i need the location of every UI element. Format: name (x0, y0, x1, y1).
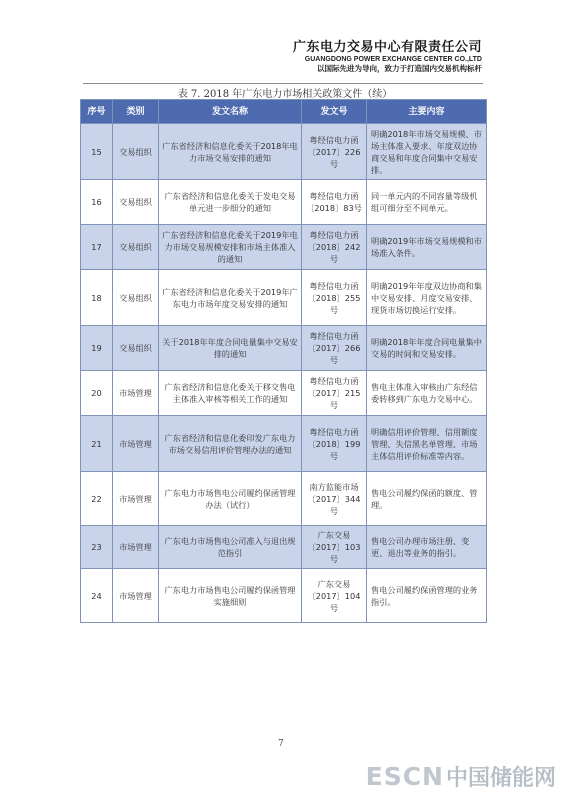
table-row (81, 569, 487, 623)
cell-no: 20 (81, 371, 113, 416)
column-header-doc-number: 发文号 (302, 100, 367, 124)
cell-doc-number: 粤经信电力函〔2017〕266号 (302, 326, 367, 371)
cell-category: 市场管理 (113, 526, 159, 569)
cell-no: 24 (81, 569, 113, 623)
cell-content: 售电主体准入审核由广东经信委转移到广东电力交易中心。 (367, 371, 487, 416)
table-row (81, 416, 487, 472)
cell-title: 广东省经济和信息化委关于移交售电主体准入审核等相关工作的通知 (159, 371, 302, 416)
cell-no: 17 (81, 225, 113, 270)
cell-doc-number: 广东交易〔2017〕104号 (302, 569, 367, 623)
cell-doc-number: 广东交易〔2017〕103号 (302, 526, 367, 569)
cell-title: 广东电力市场售电公司准入与退出规范指引 (159, 526, 302, 569)
cell-title: 关于2018年年度合同电量集中交易安排的通知 (159, 326, 302, 371)
cell-no: 16 (81, 180, 113, 225)
cell-doc-number: 粤经信电力函〔2018〕242号 (302, 225, 367, 270)
cell-no: 18 (81, 270, 113, 326)
cell-category: 市场管理 (113, 416, 159, 472)
column-header-category: 类别 (113, 100, 159, 124)
cell-content: 明确2018年年度合同电量集中交易的时间和交易安排。 (367, 326, 487, 371)
policy-table (80, 99, 487, 623)
watermark-brand: ESCN (365, 762, 444, 791)
cell-no: 15 (81, 124, 113, 180)
column-header-content: 主要内容 (367, 100, 487, 124)
table-row (81, 225, 487, 270)
cell-content: 明确2018年市场交易规模、市场主体准入要求、年度双边协商交易和年度合同集中交易安排。 (367, 124, 487, 180)
cell-doc-number: 粤经信电力函〔2017〕215号 (302, 371, 367, 416)
cell-category: 交易组织 (113, 124, 159, 180)
cell-title: 广东省经济和信息化委关于2018年电力市场交易安排的通知 (159, 124, 302, 180)
cell-category: 交易组织 (113, 180, 159, 225)
cell-title: 广东省经济和信息化委印发广东电力市场交易信用评价管理办法的通知 (159, 416, 302, 472)
table-row (81, 371, 487, 416)
cell-title: 广东电力市场售电公司履约保函管理办法（试行） (159, 472, 302, 526)
table-caption: 表 7. 2018 年广东电力市场相关政策文件（续） (177, 89, 393, 100)
cell-category: 市场管理 (113, 472, 159, 526)
table-row (81, 180, 487, 225)
table-body (81, 124, 487, 623)
cell-title: 广东省经济和信息化委关于2019年广东电力市场年度交易安排的通知 (159, 270, 302, 326)
cell-content: 明确信用评价管理、信用额度管理、失信黑名单管理、市场主体信用评价标准等内容。 (367, 416, 487, 472)
cell-title: 广东省经济和信息化委关于2019年电力市场交易规模安排和市场主体准入的通知 (159, 225, 302, 270)
cell-title: 广东电力市场售电公司履约保函管理实施细则 (159, 569, 302, 623)
cell-content: 明确2019年市场交易规模和市场准入条件。 (367, 225, 487, 270)
column-header-no: 序号 (81, 100, 113, 124)
cell-no: 22 (81, 472, 113, 526)
cell-doc-number: 粤经信电力函〔2017〕226号 (302, 124, 367, 180)
cell-doc-number: 粤经信电力函〔2018〕83号 (302, 180, 367, 225)
table-row (81, 270, 487, 326)
company-slogan: 以国际先进为导向，致力于打造国内交易机构标杆 (317, 64, 482, 73)
cell-doc-number: 南方监能市场〔2017〕344号 (302, 472, 367, 526)
document-header (293, 40, 482, 74)
page-number: 7 (278, 739, 284, 749)
cell-title: 广东省经济和信息化委关于发电交易单元进一步细分的通知 (159, 180, 302, 225)
watermark-cn: 中国储能网 (445, 766, 556, 791)
cell-content: 售电公司履约保函管理的业务指引。 (367, 569, 487, 623)
cell-category: 交易组织 (113, 326, 159, 371)
cell-no: 19 (81, 326, 113, 371)
column-header-title: 发文名称 (159, 100, 302, 124)
cell-no: 23 (81, 526, 113, 569)
cell-content: 售电公司履约保函的额度、管理。 (367, 472, 487, 526)
cell-category: 市场管理 (113, 371, 159, 416)
cell-no: 21 (81, 416, 113, 472)
company-name-cn: 广东电力交易中心有限责任公司 (292, 40, 482, 55)
table-row (81, 472, 487, 526)
table-row (81, 326, 487, 371)
cell-content: 售电公司办理市场注册、变更、退出等业务的指引。 (367, 526, 487, 569)
watermark (366, 761, 556, 792)
cell-content: 明确2019年年度双边协商和集中交易安排、月度交易安排、现货市场切换运行安排。 (367, 270, 487, 326)
cell-doc-number: 粤经信电力函〔2018〕255号 (302, 270, 367, 326)
cell-category: 市场管理 (113, 569, 159, 623)
cell-content: 同一单元内的不同容量等级机组可细分至不同单元。 (367, 180, 487, 225)
cell-doc-number: 粤经信电力函〔2018〕199号 (302, 416, 367, 472)
company-name-en: GUANGDONG POWER EXCHANGE CENTER CO.,LTD (304, 56, 482, 63)
table-row (81, 526, 487, 569)
header-divider (83, 83, 483, 84)
table-row (81, 124, 487, 180)
cell-category: 交易组织 (113, 270, 159, 326)
cell-category: 交易组织 (113, 225, 159, 270)
table-header-row (81, 100, 487, 124)
